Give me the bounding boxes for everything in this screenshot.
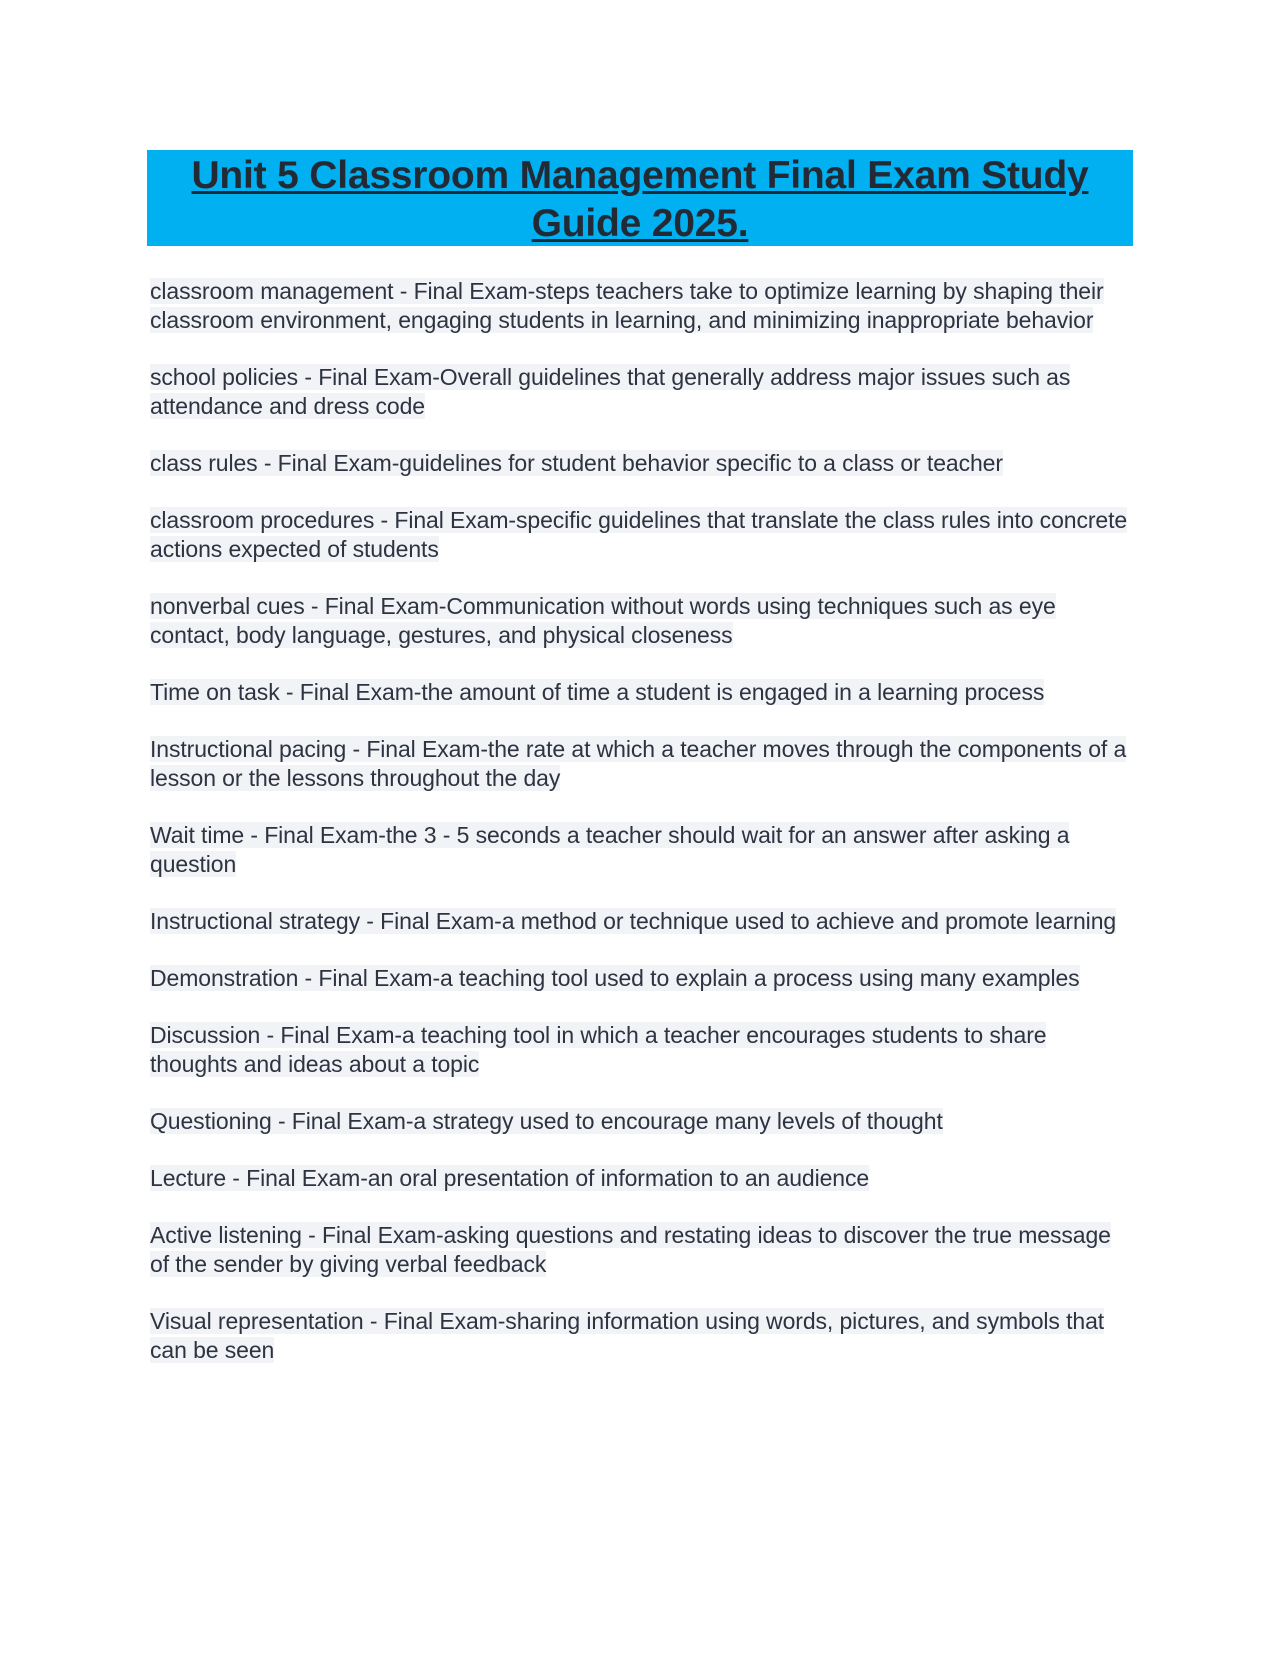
study-entry (150, 1021, 1133, 1079)
entry-text: school policies - Final Exam-Overall guidelines that generally address major issues such as attendance and dress code (150, 364, 1071, 419)
entry-text: Demonstration - Final Exam-a teaching tool used to explain a process using many examples (150, 965, 1080, 991)
study-entry (150, 1107, 1133, 1136)
document-title (147, 150, 1133, 246)
entry-text: Visual representation - Final Exam-sharing information using words, pictures, and symbols that can be seen (150, 1308, 1105, 1363)
entry-text: classroom procedures - Final Exam-specific guidelines that translate the class rules into concrete actions expected of students (150, 507, 1128, 562)
study-entries (147, 277, 1133, 1365)
study-entry (150, 964, 1133, 993)
entry-text: nonverbal cues - Final Exam-Communication without words using techniques such as eye contact, body language, gestures, and physical closeness (150, 593, 1056, 648)
entry-text: Time on task - Final Exam-the amount of time a student is engaged in a learning process (150, 679, 1045, 705)
entry-text: classroom management - Final Exam-steps teachers take to optimize learning by shaping their classroom environment, engaging students in learning, and minimizing inappropriate behavior (150, 278, 1104, 333)
study-entry (150, 449, 1133, 478)
study-entry (150, 506, 1133, 564)
study-entry (150, 363, 1133, 421)
entry-text: Discussion - Final Exam-a teaching tool in which a teacher encourages students to share thoughts and ideas about a topic (150, 1022, 1047, 1077)
entry-text: Active listening - Final Exam-asking questions and restating ideas to discover the true message of the sender by giving verbal feedback (150, 1222, 1111, 1277)
entry-text: Instructional pacing - Final Exam-the rate at which a teacher moves through the components of a lesson or the lessons throughout the day (150, 736, 1127, 791)
study-entry (150, 592, 1133, 650)
study-entry (150, 1307, 1133, 1365)
study-entry (150, 678, 1133, 707)
study-entry (150, 1164, 1133, 1193)
study-entry (150, 907, 1133, 936)
document-page (147, 150, 1133, 1393)
entry-text: Instructional strategy - Final Exam-a method or technique used to achieve and promote learning (150, 908, 1117, 934)
entry-text: Lecture - Final Exam-an oral presentation of information to an audience (150, 1165, 870, 1191)
entry-text: Wait time - Final Exam-the 3 - 5 seconds a teacher should wait for an answer after asking a question (150, 822, 1070, 877)
title-line-2: Guide 2025. (531, 202, 749, 245)
title-line-1: Unit 5 Classroom Management Final Exam Study (191, 154, 1089, 197)
study-entry (150, 735, 1133, 793)
study-entry (150, 821, 1133, 879)
entry-text: Questioning - Final Exam-a strategy used to encourage many levels of thought (150, 1108, 943, 1134)
entry-text: class rules - Final Exam-guidelines for student behavior specific to a class or teacher (150, 450, 1003, 476)
study-entry (150, 277, 1133, 335)
study-entry (150, 1221, 1133, 1279)
